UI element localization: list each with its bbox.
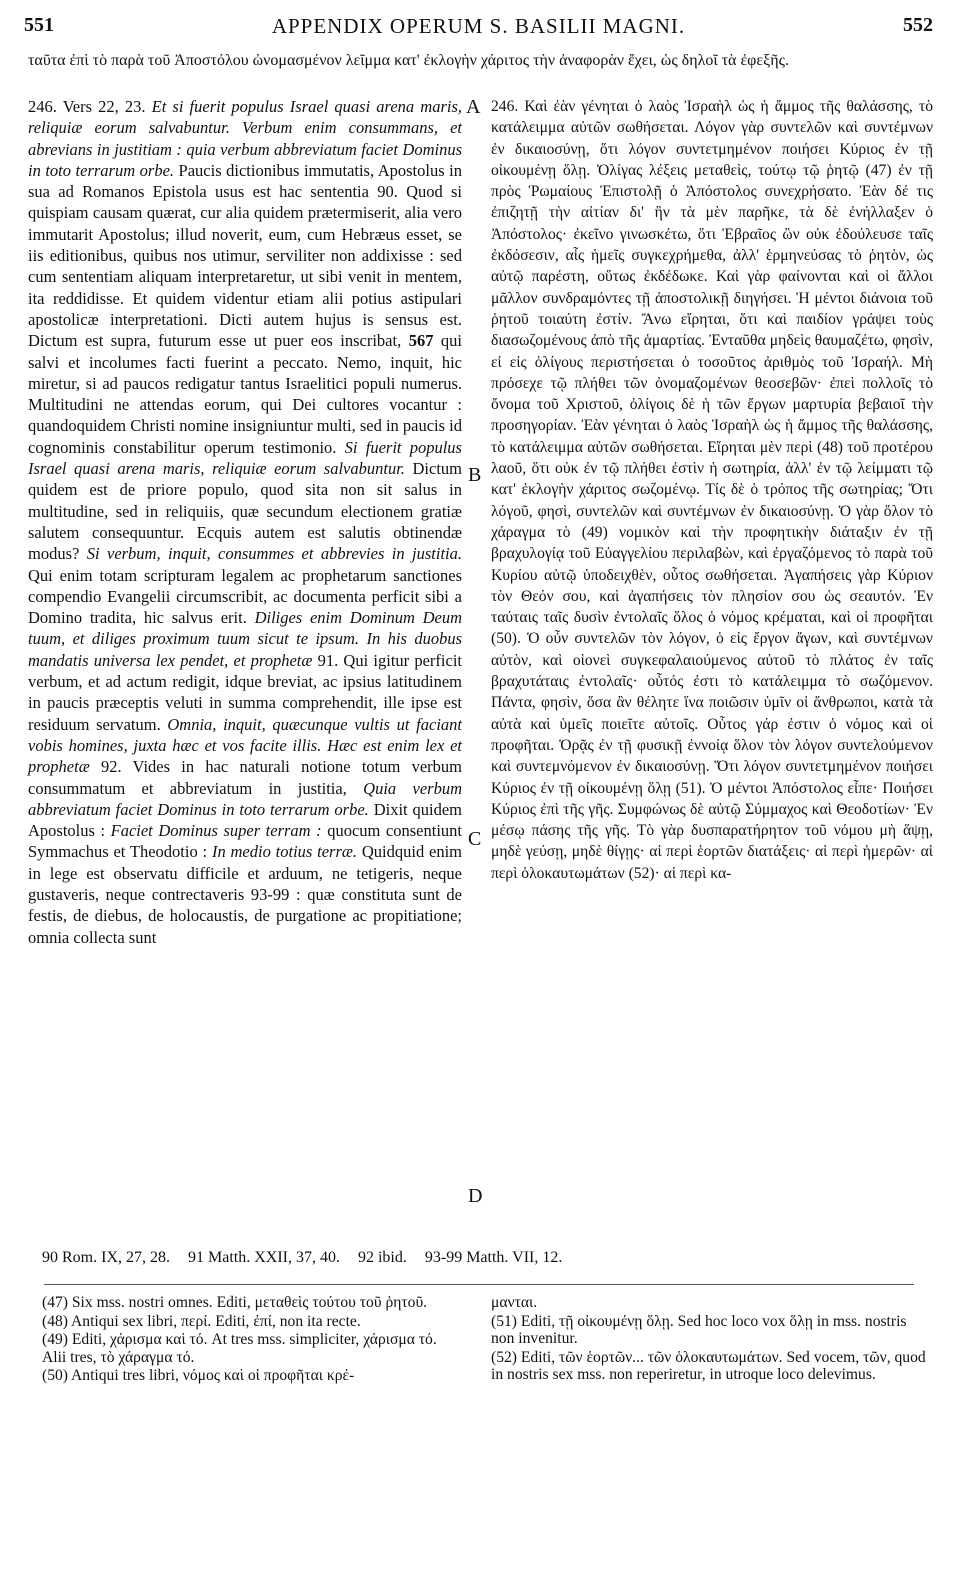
footnote: μανται. — [491, 1294, 538, 1311]
commentary-text: Quidquid enim in lege est observatu difficile et arduum, ne tetigeris, neque gustaveris, neque contrectaveris 93-99 : quæ constituta sunt de festis, de diebus, de holocaustis, de purgatione ac propitiatione; omnia collecta sunt — [28, 842, 463, 947]
page-number-right: 552 — [903, 14, 933, 36]
commentary-text: 92. Vides in hac naturali notione totum verbum consummatum et abbreviatum in justitia, — [28, 757, 462, 798]
reference: 93-99 Matth. VII, 12. — [424, 1249, 563, 1266]
scripture-references — [42, 1249, 913, 1267]
margin-letter-d: D — [468, 1185, 483, 1207]
commentary-text: qui salvi et incolumes facti fuerint a peccato. Nemo, inquit, hic miretur, si ad paucos redigatur tantus Israelitici populi numerus. Multitudini ne attendas eorum, qui Dei cultores vocantur : quandoquidem Christi nomine insigniuntur multi, sed in paucis id cognominis constabilitur operum testimonio. — [28, 331, 463, 457]
scripture-quote: Si fuerit populus Israel quasi arena maris, reliquiæ eorum salvabuntur. — [28, 437, 462, 479]
scripture-quote: Si verbum, inquit, consummes et abbrevies in justitia. — [86, 544, 462, 564]
intro-greek-line: ταῦτα ἐπὶ τὸ παρὰ τοῦ Ἀποστόλου ὠνομασμένον λεῖμμα κατ' ἐκλογὴν χάριτος τὴν ἀναφορὰν ἔχει, ὡς δηλοῖ τὰ ἐφεξῆς. — [28, 52, 789, 69]
commentary-text: quocum consentiunt Symmachus et Theodotio : — [28, 821, 463, 862]
margin-letter-c: C — [468, 828, 482, 850]
footnotes-left — [42, 1294, 462, 1386]
running-header — [24, 14, 933, 42]
commentary-text: Paucis dictionibus immutatis, Apostolus in sua ad Romanos Epistola usus est hac sententia 90. Quod si quispiam causam quærat, cur alia quidem prætermiserit, alia vero immutarit Apostolus; illud noverit, eum, cum Hebræus esset, se iis editionibus, quibus nos utimur, serviliter non addixisse : sed cum sententiam aliquam interpretaretur, ut sibi venit in mentem, ita reddidisse. Et quidem videntur etiam alii potius astipulari apostolicæ interpretationi. Dicti autem hujus is sensus est. Dictum est supra, futurum esse ut puer eos inscribat, — [28, 160, 462, 351]
reference: 92 ibid. — [357, 1249, 407, 1266]
reference: 90 Rom. IX, 27, 28. — [42, 1249, 170, 1266]
latin-column — [28, 96, 462, 948]
scripture-quote: Faciet Dominus super terram : — [110, 821, 328, 841]
scripture-quote: Diliges enim Dominum Deum tuum, et diliges proximum tuum sicut te ipsum. In his duobus mandatis universa lex pendet, et prophetæ — [28, 608, 462, 670]
footnote: (48) Antiqui sex libri, περί. Editi, ἐπί, non ita recte. — [42, 1312, 361, 1330]
footnote: (47) Six mss. nostri omnes. Editi, μεταθεὶς τούτου τοῦ ῥητοῦ. — [42, 1294, 428, 1311]
column-number: 567 — [408, 331, 441, 351]
commentary-text: 91. Qui igitur perficit verbum, et ad actum redigit, idque breviat, ac ipsius latitudinem in paucis præceptis veluti in summa comprehendit, ille ipse est residuum servatum. — [28, 650, 463, 734]
scripture-quote: Quia verbum abbreviatum faciet Dominus in toto terrarum orbe. — [28, 778, 463, 819]
footnote: (50) Antiqui tres libri, νόμος καὶ οἱ προφῆται κρέ- — [42, 1367, 355, 1384]
verse-ref: 246. Vers 22, 23. — [28, 97, 152, 116]
margin-letter-a: A — [466, 96, 481, 118]
greek-column: 246. Καὶ ἐὰν γένηται ὁ λαὸς Ἰσραὴλ ὡς ἡ ἄμμος τῆς θαλάσσης, τὸ κατάλειμμα αὐτῶν σωθήσεται. Λόγον γὰρ συντελῶν καὶ συντέμνων ἐν δικαιοσύνῃ, ὅτι λόγον συντετμημένον ποιήσει Κύριος ἐν τῇ οἰκουμένῃ ὅλῃ. Ὀλίγας λέξεις μεταθεὶς, τούτῳ τῷ ῥητῷ (47) ἐν τῇ πρὸς Ῥωμαίους Ἐπιστολῇ ὁ Ἀπόστολος συνεχρήσατο. Ἐὰν δέ τις ἐπιζητῇ τὴν αἰτίαν δι' ἣν τὰ μὲν παρῆκε, τὰ δὲ ἐνήλλαξεν ὁ Ἀπόστολος· ἐκεῖνο γινωσκέτω, ὅτι Ἑβραῖος ὢν οὐκ ἐδούλευσε ταῖς ἐκδόσεσιν, αἷς ἡμεῖς συγκεχρήμεθα, ἀλλ' ἑρμηνεύσας τὸ ῥητὸν, ὡς αὐτῷ παρέστη, οὕτως ἐκδέδωκε. Καὶ γὰρ φαίνονται καὶ οἱ ἄλλοι μᾶλλον συνδραμόντες τῇ ἀποστολικῇ διηγήσει. Ἡ μέντοι διάνοια τοῦ ῥητοῦ τοιαύτη ἐστίν. Ἄνω εἴρηται, ὅτι καὶ παιδίον γράψει τοὺς διασωζομένους ἀπὸ τῆς ἁμαρτίας. Ἐνταῦθα μηδεὶς θαυμαζέτω, φησὶν, εἰ εἰς ὀλίγους περιστήσεται ὁ τοσοῦτος ἀριθμὸς τοῦ Ἰσραήλ. Μὴ πρόσεχε τῷ πλήθει τῶν ὀνομαζομένων θεοσεβῶν· ἐπεὶ πολλοῖς τὸ ὄνομα τοῦ Χριστοῦ, ὀλίγοις δὲ ἡ τῶν ἔργων μαρτυρία βεβαιοῖ τὴν προσηγορίαν. Ἐὰν γένηται ὁ λαὸς Ἰσραὴλ ὡς ἡ ἄμμος τῆς θαλάσσης, τὸ κατάλειμμα αὐτῶν σωθήσεται. Εἴρηται μὲν περὶ (48) τοῦ προτέρου λαοῦ, ὅτι οὐκ ἐν τῷ πλήθει ἐστὶν ἡ σωτηρία, ἀλλ' ἐν τῷ λείμματι τῷ κατ' ἐκλογὴν χάριτος σωζομένῳ. Τίς δὲ ὁ τρόπος τῆς σωτηρίας; Ὅτι λόγοῦ, φησὶ, συντελῶν καὶ συντέμνων ἐν δικαιοσύνῃ. Ὁ γὰρ ὅλον τὸ χάραγμα τὸ (49) νομικὸν καὶ τὴν προφητικὴν διάταξιν ἐν τῇ βραχυλογίᾳ τοῦ Εὐαγγελίου περιλαβὼν, καὶ ἐργαζόμενος τὸ παρὰ τοῦ Κυρίου αὐτῷ ὑποδειχθὲν, οὗτος σωθήσεται. Ἀγαπήσεις γὰρ Κύριον τὸν Θεόν σου, καὶ ἀγαπήσεις τὸν πλησίον σου ὡς σεαυτόν. Ἐν ταύταις ταῖς δυσὶν ἐντολαῖς ὅλος ὁ νόμος κρέμαται, καὶ οἱ προφῆται (50). Ὁ οὖν συντελῶν τὸν λόγον, ὁ εἰς ἔργον ἄγων, καὶ συντέμνων αὐτὸν, καὶ οἱονεὶ συγκεφαλαιούμενος αὐτοῦ τὸ πλάτος ἐν ταῖς βραχυτάταις ἐντολαῖς· οὗτός ἐστι τὸ κατάλειμμα τὸ σωζόμενον. Πάντα, φησὶν, ὅσα ἂν θέλητε ἵνα ποιῶσιν ὑμῖν οἱ ἄνθρωποι, κατὰ τὰ αὐτὰ καὶ ὑμεῖς ποιεῖτε αὐτοῖς. Οὗτος γάρ ἐστιν ὁ νόμος καὶ οἱ προφῆται. Ὁρᾷς ἐν τῇ φυσικῇ ἐννοίᾳ ὅλον τὸν λόγον συντελούμενον καὶ συντεμνόμενον ἐν δικαιοσύνῃ. Ὅτι λόγον συντετμημένον ποιήσει Κύριος ἐν τῇ οἰκουμένῃ ὅλῃ (51). Ὁ μέντοι Ἀπόστολος εἶπε· Ποιήσει Κύριος ἐπὶ τῆς γῆς. Συμφώνως δὲ αὐτῷ Σύμμαχος καὶ Θεοδοτίων· Ἐν μέσῳ πάσης τῆς γῆς. Τὸ γὰρ δυσπαρατήρητον τοῦ νόμου μὴ ἅψῃ, μηδὲ γεύσῃ, μηδὲ θίγῃς· αἱ περὶ ἑορτῶν διατάξεις· αἱ περὶ ἡμερῶν· αἱ περὶ ὁλοκαυτωμάτων (52)· αἱ περὶ κα- — [491, 98, 933, 882]
scripture-quote: Omnia, inquit, quæcunque vultis ut faciant vobis homines, juxta hæc et vos facite illis. Hæc est enim lex et prophetæ — [28, 714, 462, 777]
footnote-divider — [44, 1284, 914, 1285]
commentary-text: Dixit quidem Apostolus : — [28, 799, 462, 841]
running-title: APPENDIX OPERUM S. BASILII MAGNI. — [271, 14, 686, 38]
commentary-text: Dictum quidem est de priore populo, quod sita non sit salus in multitudine, sed in reliquiis, quæ secundum electionem gratiæ salutem consequuntur. Ecquis autem est salutis obtinendæ modus? — [28, 459, 462, 564]
commentary-text: Qui enim totam scripturam legalem ac prophetarum sanctiones compendio Evangelii circumscribit, ac documenta perficit sibi a Domino tradita, hic salvus erit. — [28, 565, 462, 628]
margin-letter-b: B — [468, 464, 482, 486]
footnote: (49) Editi, χάρισμα καὶ τό. At tres mss. simpliciter, χάρισμα τό. Alii tres, τὸ χάραγμα τό. — [42, 1331, 437, 1366]
scripture-quote: In medio totius terræ. — [211, 842, 362, 862]
scripture-quote: Et si fuerit populus Israel quasi arena maris, reliquiæ eorum salvabuntur. Verbum enim consummans, et abrevians in justitiam : quia verbum abbreviatum faciet Dominus in toto terrarum orbe. — [28, 97, 462, 180]
footnotes-right — [491, 1294, 933, 1385]
reference: 91 Matth. XXII, 37, 40. — [188, 1249, 340, 1266]
footnote: (52) Editi, τῶν ἑορτῶν... τῶν ὁλοκαυτωμάτων. Sed vocem, τῶν, quod in nostris sex mss. non reperiretur, in utroque loco delevimus. — [491, 1348, 926, 1383]
footnote: (51) Editi, τῇ οἰκουμένῃ ὅλῃ. Sed hoc loco vox ὅλῃ in mss. nostris non invenitur. — [491, 1312, 907, 1347]
page-number-left: 551 — [24, 14, 54, 36]
